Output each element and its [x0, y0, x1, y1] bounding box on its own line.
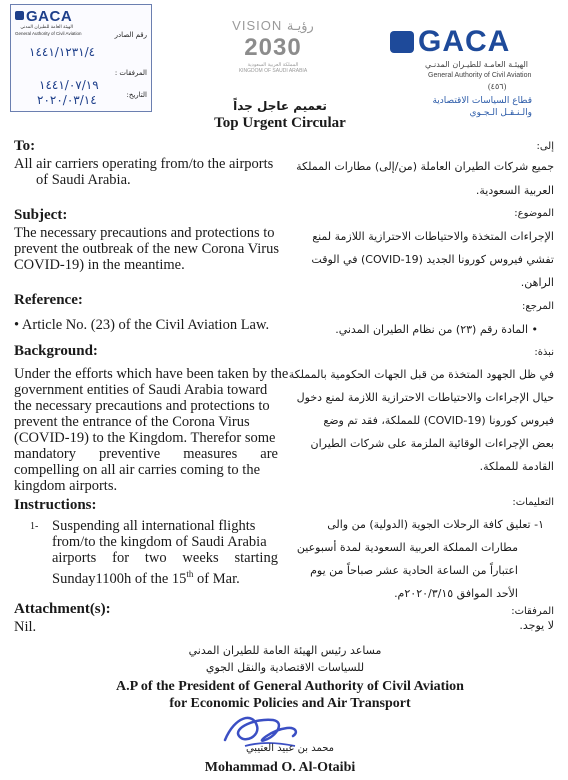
instruction-line-4: Sunday1100h of the 15th of Mar. — [52, 569, 240, 587]
instructions-label-en: Instructions: — [14, 497, 97, 513]
to-text-ar-1: جميع شركات الطيران العاملة (من/إلى) مطارات المملكة — [296, 160, 554, 173]
instruction-text-ar-1: ١- تعليق كافة الرحلات الجوية (الدولية) من والى — [327, 518, 544, 531]
gaca-sector-line1: قطاع السياسات الاقتصادية — [432, 96, 532, 106]
subject-text-ar-3: الراهن. — [520, 276, 554, 289]
background-text-ar-2: حيال الإجراءات والاحتياطات الاحترازية اللازمة لمنع دخول — [296, 391, 554, 404]
subject-label-en: Subject: — [14, 207, 68, 223]
reference-text-en: • Article No. (23) of the Civil Aviation Law. — [14, 317, 270, 333]
background-text-en-1: Under the efforts which have been taken by the — [14, 366, 289, 382]
background-word: are — [260, 446, 278, 462]
signature-name-en: Mohammad O. Al-Otaibi — [204, 760, 356, 775]
stamp-date-hijri: ١٤٤١/٠٧/١٩ — [39, 78, 99, 92]
instructions-label-ar: التعليمات: — [512, 497, 554, 508]
vision-2030-logo — [222, 18, 324, 82]
gaca-sector-line2: والـنـقـل الـجـوي — [469, 108, 532, 118]
to-label-en: To: — [14, 138, 36, 154]
stamp-org-ar: الهيئة العامة للطيران المدني — [20, 25, 73, 30]
gaca-logo: GACA — [390, 25, 560, 59]
background-text-en-3: the necessary precautions and protections to — [14, 398, 270, 414]
stamp-attachments-label: المرفقات : — [114, 69, 147, 77]
instruction-text-ar-2: مطارات المملكة العربية السعودية لمدة أسبوعين — [296, 541, 518, 554]
gaca-org-ar: الهيئـة العامـة للطيـران المدنـي — [425, 60, 528, 69]
stamp-outgoing-label: رقم الصادر — [114, 31, 147, 39]
title-ar: تعميم عاجل جداً — [233, 99, 327, 113]
background-text-ar-5: القادمة للمملكة. — [479, 460, 554, 473]
attachments-text-ar: لا يوجد. — [519, 619, 554, 632]
background-text-ar-1: في ظل الجهود المتخذة من قبل الجهات الحكومية بالمملكة — [288, 368, 554, 381]
to-text-ar-2: العربية السعودية. — [475, 184, 554, 197]
stamp-date-label: التاريخ: — [126, 91, 147, 99]
instruction-line-3 — [52, 550, 278, 566]
background-text-ar-3: فيروس كورونا (COVID-19) للمملكة، فقد تم وضع — [323, 414, 554, 427]
instruction-text-ar-3: اعتباراً من الساعة الحادية عشر صباحاً من يوم — [310, 564, 518, 577]
instruction-word: weeks — [182, 550, 219, 566]
background-text-en-4: prevent the entrance of the Corona Virus — [14, 414, 250, 430]
attachments-label-ar: المرفقات: — [511, 606, 554, 617]
instruction-text-ar-4: الأحد الموافق ٢٠٢٠/٣/١٥م. — [394, 587, 518, 600]
instruction-word: two — [144, 550, 167, 566]
reference-text-ar: • المادة رقم (٢٣) من نظام الطيران المدني. — [335, 323, 538, 336]
registration-stamp — [10, 4, 152, 112]
subject-label-ar: الموضوع: — [514, 208, 554, 219]
instruction-word: for — [112, 550, 130, 566]
gaca-emblem-icon — [390, 31, 414, 53]
gaca-org-en: General Authority of Civil Aviation — [428, 72, 532, 79]
vision-line4: KINGDOM OF SAUDI ARABIA — [238, 68, 308, 74]
background-text-en-2: government entities of Saudi Arabia toward — [14, 382, 268, 398]
signature-en-line1: A.P of the President of General Authority of Civil Aviation — [116, 679, 464, 694]
reference-label-en: Reference: — [14, 292, 83, 308]
title-en: Top Urgent Circular — [214, 115, 346, 131]
background-line-6 — [14, 446, 278, 462]
vision-line2: 2030 — [244, 34, 302, 61]
instruction-number-en: 1- — [30, 521, 39, 532]
attachments-text-en: Nil. — [14, 619, 37, 635]
subject-text-en-2: prevent the outbreak of the new Corona Virus — [14, 241, 280, 257]
background-word: preventive — [99, 446, 161, 462]
instruction-word: starting — [234, 550, 278, 566]
stamp-date-gregorian: ٢٠٢٠/٠٣/١٤ — [37, 93, 97, 107]
instruction-text-en-2: from/to the kingdom of Saudi Arabia — [52, 534, 267, 550]
stamp-org-en: General Authority of Civil Aviation — [15, 31, 82, 36]
subject-text-en-3: COVID-19) in the meantime. — [14, 257, 185, 273]
signature-ar-line1: مساعد رئيس الهيئة العامة للطيران المدني — [188, 644, 382, 657]
subject-text-ar-2: تفشي فيروس كورونا الجديد (COVID-19) في الوقت — [311, 253, 554, 266]
vision-line1: VISION رؤيـة — [232, 18, 314, 33]
instruction-word: airports — [52, 550, 97, 566]
signature-ar-line2: للسياسات الاقتصادية والنقل الجوي — [205, 661, 365, 674]
background-text-en-8: kingdom airports. — [14, 478, 118, 494]
background-label-en: Background: — [14, 343, 98, 359]
background-text-en-7: compelling on all air carries coming to the — [14, 462, 261, 478]
background-text-ar-4: بعض الإجراءات الوقائية الملزمة على شركات الطيران — [310, 437, 554, 450]
subject-text-ar-1: الإجراءات المتخذة والاحتياطات الاحترازية اللازمة لمنع — [312, 230, 554, 243]
to-text-en-2: of Saudi Arabia. — [36, 172, 131, 188]
gaca-mark-icon — [15, 11, 24, 20]
reference-label-ar: المرجع: — [522, 301, 554, 312]
signature-en-line2: for Economic Policies and Air Transport — [169, 696, 411, 711]
background-text-en-5: (COVID-19) to the Kingdom. Therefor some — [14, 430, 276, 446]
background-label-ar: نبذة: — [534, 347, 554, 358]
background-word: mandatory — [14, 446, 77, 462]
stamp-logo: GACA — [15, 8, 72, 25]
attachments-label-en: Attachment(s): — [14, 601, 111, 617]
stamp-outgoing-number: ١٤٤١/١٢٣١/٤ — [29, 45, 96, 59]
subject-text-en-1: The necessary precautions and protections to — [14, 225, 275, 241]
to-label-ar: إلى: — [536, 141, 554, 152]
gaca-code: (٤٥٦) — [488, 82, 507, 91]
background-word: measures — [183, 446, 238, 462]
signature-name-ar: محمد بن عبيد العتيبي — [245, 743, 335, 754]
vision-line3: المملكة العربية السعودية — [247, 62, 299, 68]
to-text-en-1: All air carriers operating from/to the airports — [14, 156, 274, 172]
instruction-text-en-1: Suspending all international flights — [52, 518, 256, 534]
